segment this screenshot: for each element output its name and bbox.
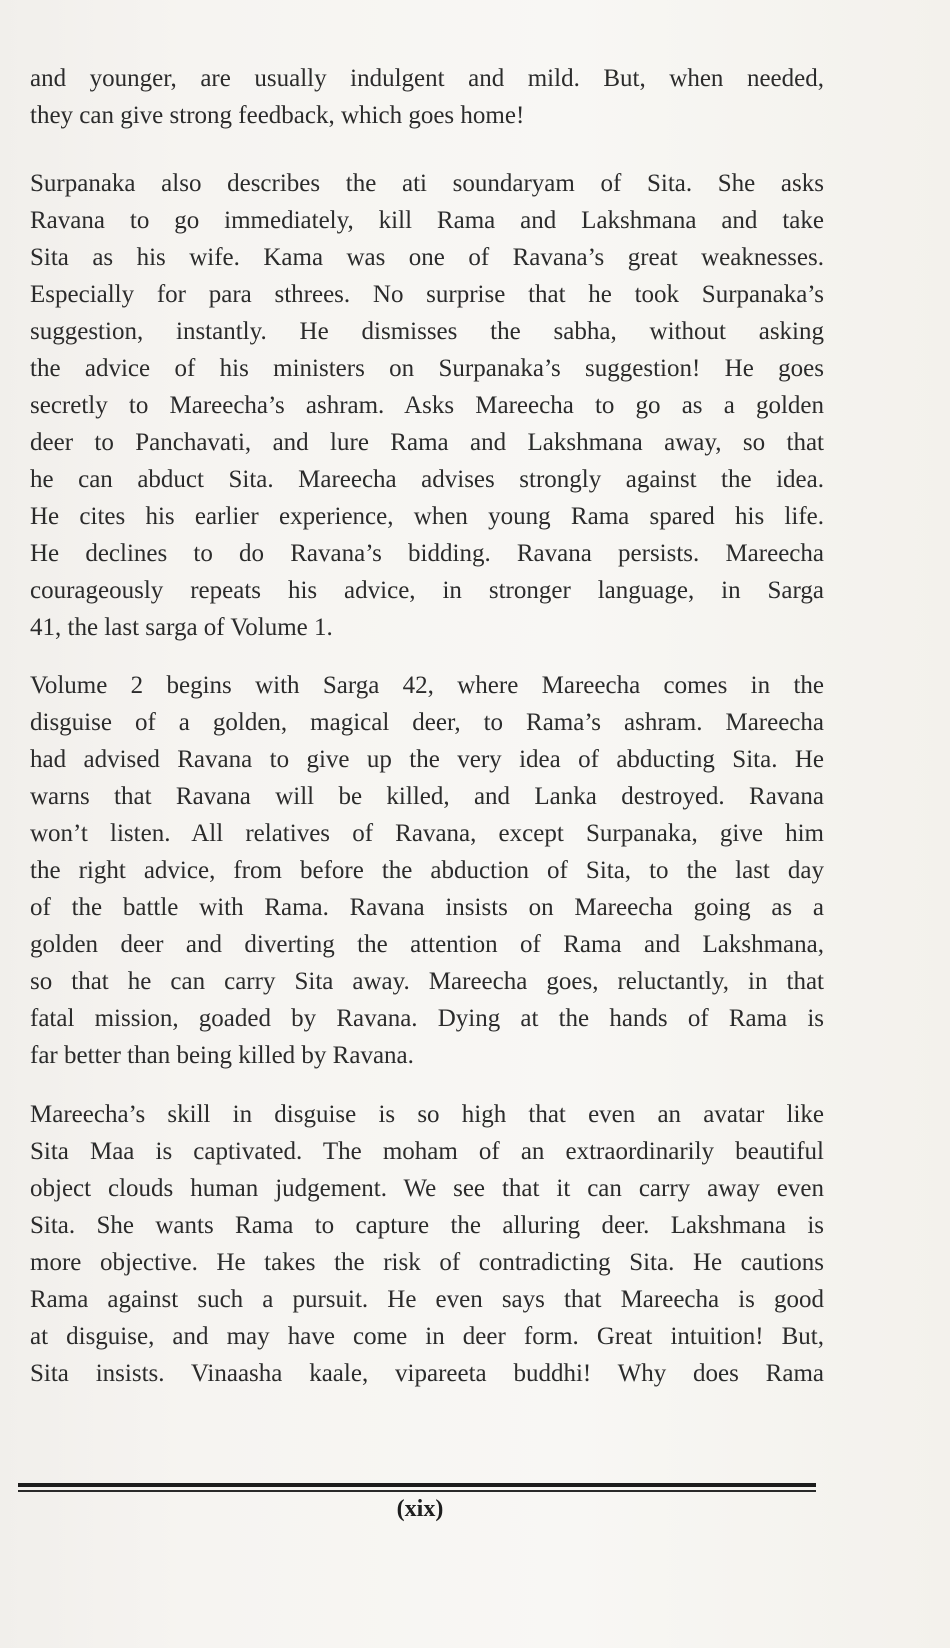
paragraph-4 [30, 1096, 824, 1392]
text-line: won’t listen. All relatives of Ravana, except Surpanaka, give him [30, 820, 824, 847]
text-line: at disguise, and may have come in deer form. Great intuition! But, [30, 1323, 824, 1350]
text-line: 41, the last sarga of Volume 1. [30, 614, 333, 641]
text-line: far better than being killed by Ravana. [30, 1042, 414, 1069]
text-line: golden deer and diverting the attention of Rama and Lakshmana, [30, 931, 824, 958]
text-line: more objective. He takes the risk of contradicting Sita. He cautions [30, 1249, 824, 1276]
text-line: He cites his earlier experience, when young Rama spared his life. [30, 503, 824, 530]
text-line: Mareecha’s skill in disguise is so high that even an avatar like [30, 1101, 824, 1128]
text-line: Especially for para sthrees. No surprise that he took Surpanaka’s [30, 281, 824, 308]
footer-rule [18, 1483, 816, 1487]
text-line: and younger, are usually indulgent and mild. But, when needed, [30, 65, 824, 92]
text-line: He declines to do Ravana’s bidding. Ravana persists. Mareecha [30, 540, 824, 567]
text-line: Sita Maa is captivated. The moham of an extraordinarily beautiful [30, 1138, 824, 1165]
text-line: warns that Ravana will be killed, and Lanka destroyed. Ravana [30, 783, 824, 810]
text-line: fatal mission, goaded by Ravana. Dying at the hands of Rama is [30, 1005, 824, 1032]
text-line: Sita insists. Vinaasha kaale, vipareeta buddhi! Why does Rama [30, 1360, 824, 1387]
text-line: courageously repeats his advice, in stronger language, in Sarga [30, 577, 824, 604]
text-line: the right advice, from before the abduction of Sita, to the last day [30, 857, 824, 884]
footer-rule-thin [18, 1490, 816, 1492]
text-line: they can give strong feedback, which goes home! [30, 102, 525, 129]
text-line: Surpanaka also describes the ati soundaryam of Sita. She asks [30, 170, 824, 197]
text-line: Ravana to go immediately, kill Rama and Lakshmana and take [30, 207, 824, 234]
text-line: Volume 2 begins with Sarga 42, where Mareecha comes in the [30, 672, 824, 699]
paragraph-3 [30, 667, 824, 1074]
text-line: so that he can carry Sita away. Mareecha goes, reluctantly, in that [30, 968, 824, 995]
paragraph-1 [30, 60, 824, 134]
text-line: Sita as his wife. Kama was one of Ravana’s great weaknesses. [30, 244, 824, 271]
text-line: Sita. She wants Rama to capture the alluring deer. Lakshmana is [30, 1212, 824, 1239]
text-line: disguise of a golden, magical deer, to Rama’s ashram. Mareecha [30, 709, 824, 736]
text-line: of the battle with Rama. Ravana insists on Mareecha going as a [30, 894, 824, 921]
text-line: object clouds human judgement. We see that it can carry away even [30, 1175, 824, 1202]
text-line: deer to Panchavati, and lure Rama and Lakshmana away, so that [30, 429, 824, 456]
text-line: he can abduct Sita. Mareecha advises strongly against the idea. [30, 466, 824, 493]
paragraph-2 [30, 165, 824, 646]
text-line: the advice of his ministers on Surpanaka’s suggestion! He goes [30, 355, 824, 382]
page-number: (xix) [396, 1496, 444, 1522]
text-line: Rama against such a pursuit. He even says that Mareecha is good [30, 1286, 824, 1313]
text-line: suggestion, instantly. He dismisses the sabha, without asking [30, 318, 824, 345]
text-line: secretly to Mareecha’s ashram. Asks Mareecha to go as a golden [30, 392, 824, 419]
text-line: had advised Ravana to give up the very idea of abducting Sita. He [30, 746, 824, 773]
